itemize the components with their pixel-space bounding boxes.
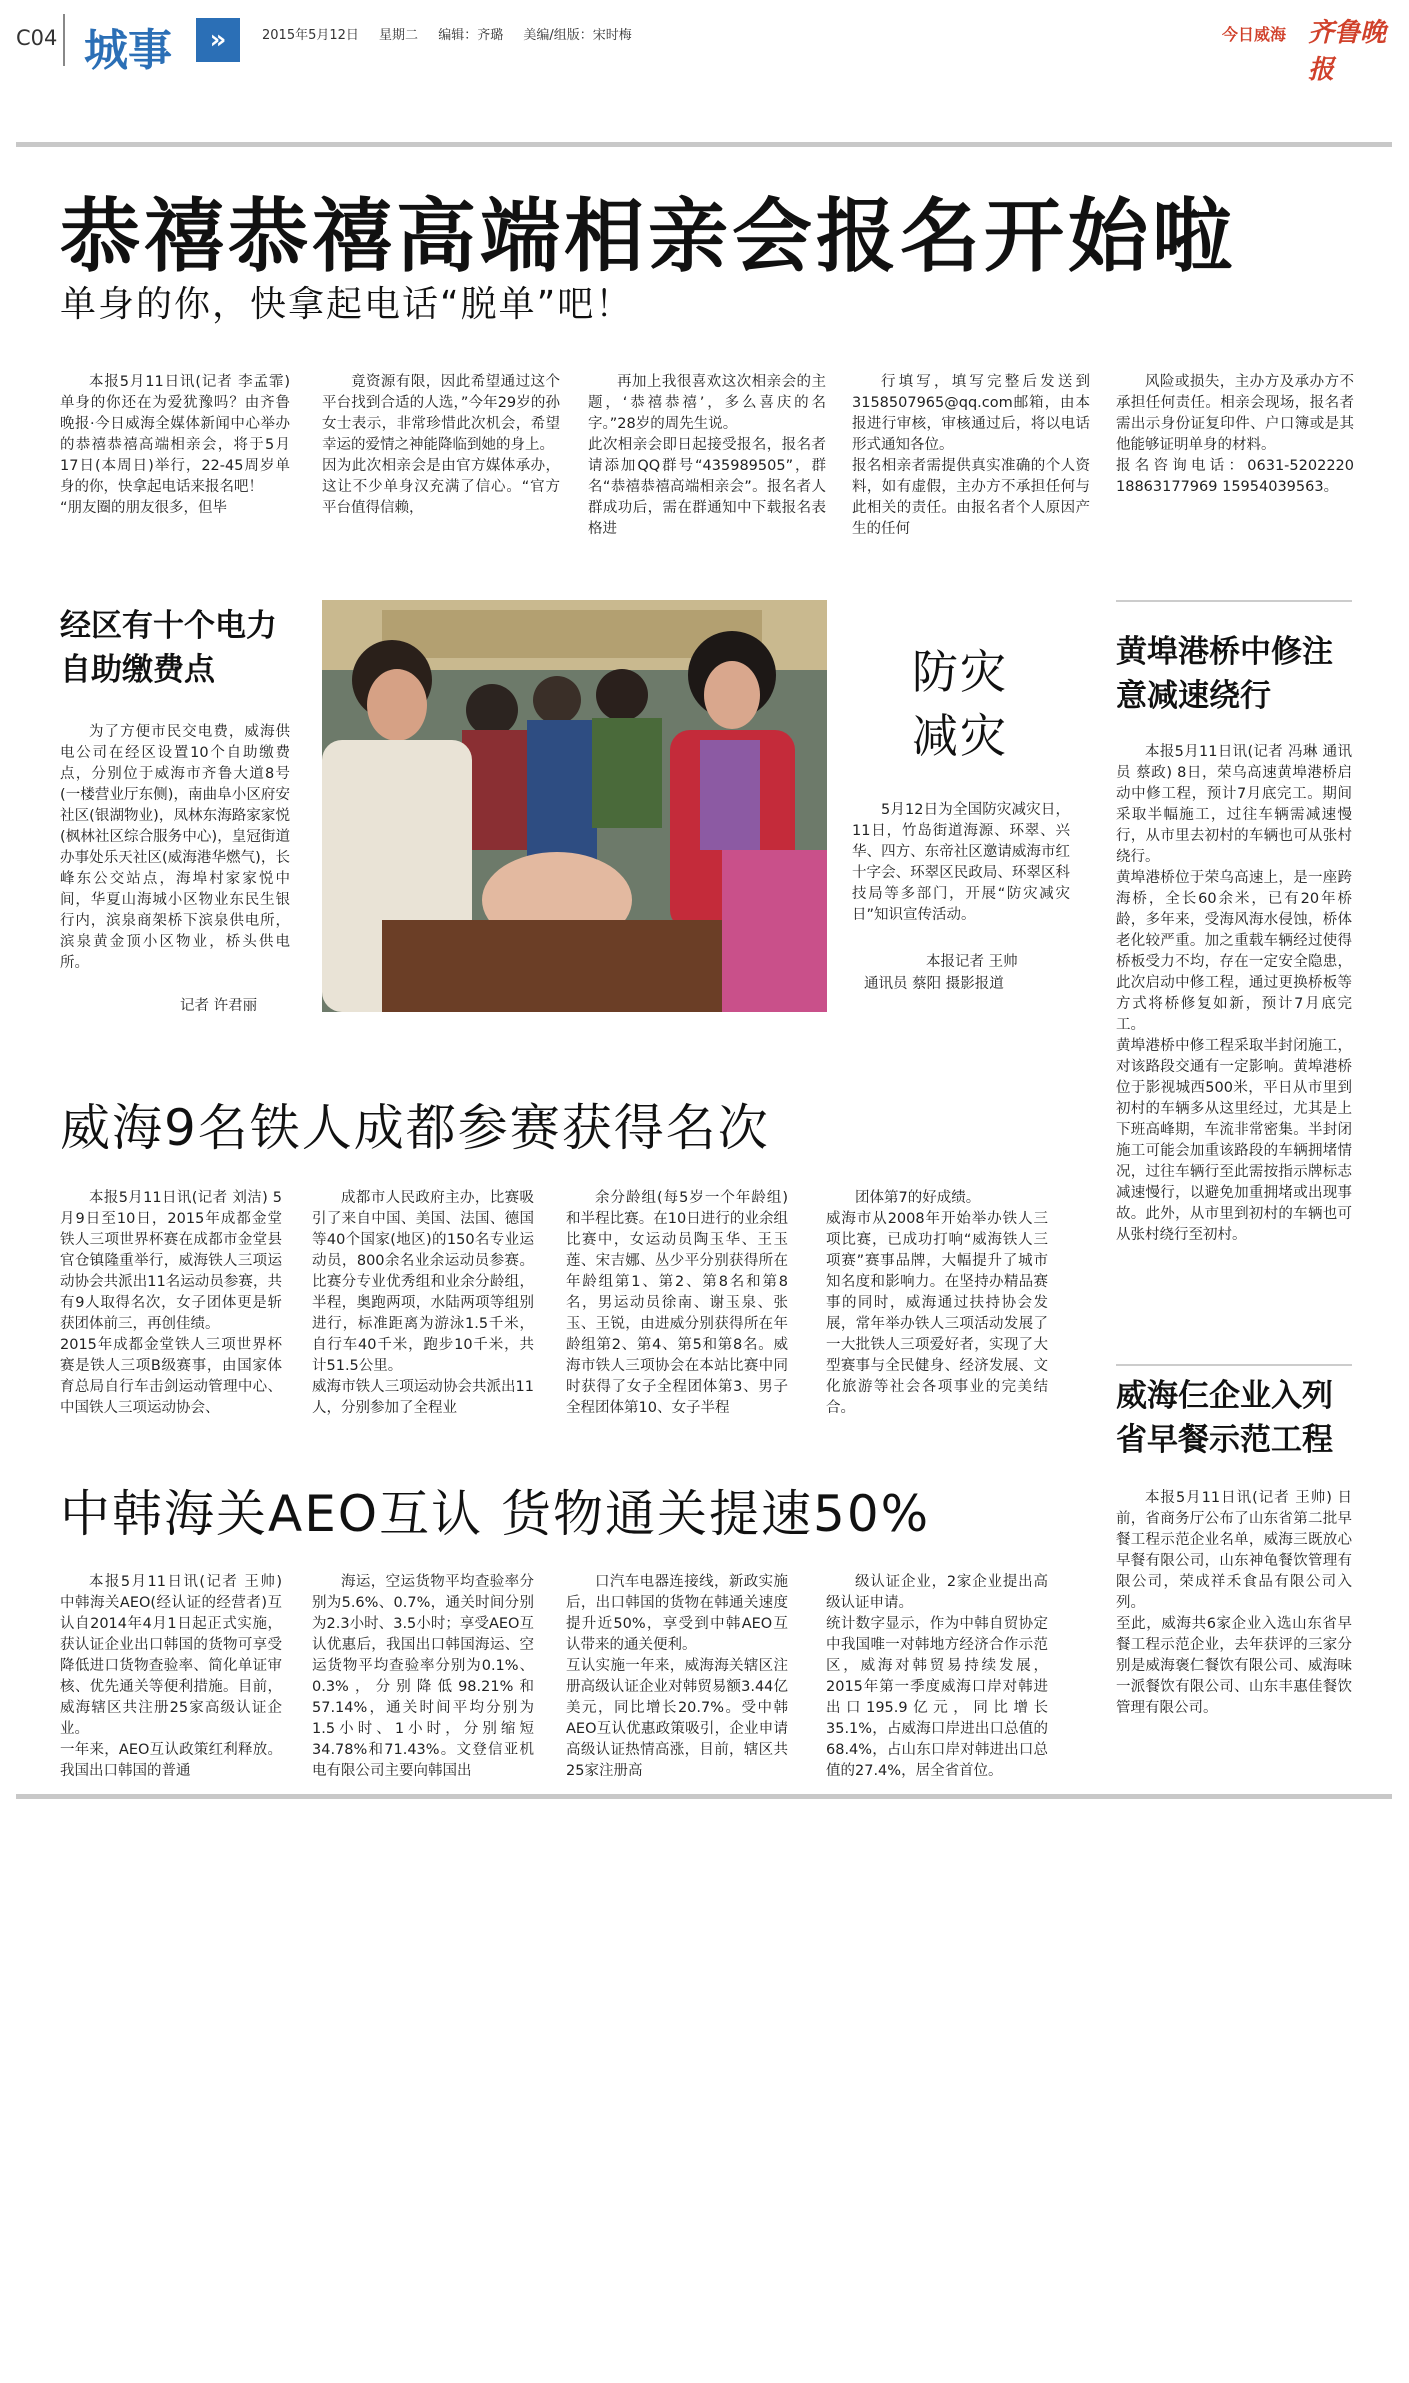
lead-col-text: 竟资源有限，因此希望通过这个平台找到合适的人选，”今年29岁的孙女士表示，非常珍惜此次机会，希望幸运的爱情之神能降临到她的身上。 因为此次相亲会是由官方媒体承办，这让不少单身汉充满了信心。“官方平台值得信赖， xyxy=(322,374,560,516)
customs-column-2 xyxy=(312,1572,534,1782)
lead-column-2 xyxy=(322,372,560,519)
issue-meta xyxy=(262,24,648,43)
ironman-column-4 xyxy=(826,1188,1048,1419)
lead-col-text: 风险或损失，主办方及承办方不承担任何责任。相亲会现场，报名者需出示身份证复印件、户口簿或是其他能够证明单身的材料。 报名咨询电话：0631-5202220 18863177969 15954039563。 xyxy=(1116,374,1354,495)
breakfast-body xyxy=(1116,1488,1352,1719)
breakfast-text: 本报5月11日讯(记者 王帅) 日前，省商务厅公布了山东省第二批早餐工程示范企业名单，威海三既放心早餐有限公司，山东神龟餐饮管理有限公司，荣成祥禾食品有限公司入列。 至此，威海共6家企业入选山东省早餐工程示范企业，去年获评的三家分别是威海褒仁餐饮有限公司、威海味一派餐饮有限公司、山东丰惠佳餐饮管理有限公司。 xyxy=(1116,1490,1352,1716)
double-chevron-icon: » xyxy=(196,18,240,62)
lead-column-5 xyxy=(1116,372,1354,498)
customs-column-1 xyxy=(60,1572,282,1782)
electric-headline: 经区有十个电力自助缴费点 xyxy=(60,608,277,688)
lead-subtitle: 单身的你，快拿起电话“脱单”吧！ xyxy=(60,284,634,325)
designer: 美编/组版：宋时梅 xyxy=(523,28,632,43)
section-title: 城事 xyxy=(84,25,172,76)
issue-weekday: 星期二 xyxy=(379,28,419,43)
bridge-body xyxy=(1116,742,1352,1246)
disaster-credit-photo: 通讯员 蔡阳 摄影报道 xyxy=(864,976,1004,992)
photo-illustration xyxy=(322,600,827,1012)
disaster-text: 5月12日为全国防灾减灾日，11日，竹岛街道海源、环翠、兴华、四方、东帝社区邀请威海市红十字会、环翠区民政局、环翠区科技局等多部门，开展“防灾减灾日”知识宣传活动。 xyxy=(852,802,1070,923)
bottom-rule xyxy=(16,1794,1392,1799)
lead-headline: 恭禧恭禧高端相亲会报名开始啦 xyxy=(60,190,1236,283)
brand-today-weihai: 今日威海 xyxy=(1222,25,1287,44)
customs-col-text: 级认证企业，2家企业提出高级认证申请。 统计数字显示，作为中韩自贸协定中我国唯一对韩地方经济合作示范区，威海对韩贸易持续发展，2015年第一季度威海口岸对韩进出口195.9亿元，同比增长35.1%，占威海口岸进出口总值的68.4%，占山东口岸对韩进出口总值的27.4%，居全省首位。 xyxy=(826,1574,1048,1779)
ironman-headline: 威海9名铁人成都参赛获得名次 xyxy=(60,1099,770,1157)
ironman-col-text: 余分龄组(每5岁一个年龄组)和半程比赛。在10日进行的业余组比赛中，女运动员陶玉华、王玉莲、宋吉娜、丛少平分别获得所在年龄组第1、第2、第8名和第8名，男运动员徐南、谢玉泉、张玉、王锐，由进威分别获得所在年龄组第2、第4、第5和第8名。威海市铁人三项协会在本站比赛中同时获得了女子全程团体第3、男子全程团体第10、女子半程 xyxy=(566,1190,788,1416)
customs-column-4 xyxy=(826,1572,1048,1782)
ironman-column-3 xyxy=(566,1188,788,1419)
electric-text: 为了方便市民交电费，威海供电公司在经区设置10个自助缴费点，分别位于威海市齐鲁大道8号(一楼营业厅东侧)，南曲阜小区府安社区(银湖物业)，凤林东海路家家悦(枫林社区综合服务中心)，皇冠街道办事处乐天社区(威海港华燃气)，长峰东公交站点，海埠村家家悦中间，华夏山海城小区物业东民生银行内，滨泉商架桥下滨泉供电所，滨泉黄金顶小区物业，桥头供电所。 xyxy=(60,724,290,971)
breakfast-headline: 威海仨企业入列省早餐示范工程 xyxy=(1116,1378,1333,1458)
issue-date: 2015年5月12日 xyxy=(262,28,359,43)
bridge-text: 本报5月11日讯(记者 冯琳 通讯员 蔡政) 8日，荣乌高速黄埠港桥启动中修工程，预计7月底完工。期间采取半幅施工，过往车辆需减速慢行，从市里去初村的车辆也可从张村绕行。 黄埠港桥位于荣乌高速上，是一座跨海桥，全长60余米，已有20年桥龄，多年来，受海风海水侵蚀，桥体老化较严重。加之重载车辆经过使得桥板受力不均，存在一定安全隐患，此次启动中修工程，通过更换桥板等方式将桥修复如新，预计7月底完工。 黄埠港桥中修工程采取半封闭施工，对该路段交通有一定影响。黄埠港桥位于影视城西500米，平日从市里到初村的车辆多从这里经过，尤其是上下班高峰期，车流非常密集。半封闭施工可能会加重该路段的车辆拥堵情况，过往车辆行至此需按指示牌标志减速慢行，以避免加重拥堵或出现事故。此外，从市里到初村的车辆也可从张村绕行至初村。 xyxy=(1116,744,1352,1243)
header-divider xyxy=(63,14,65,66)
electric-body xyxy=(60,722,290,974)
right-rail-divider xyxy=(1116,600,1352,602)
disaster-credit-reporter: 本报记者 王帅 xyxy=(926,954,1018,970)
lead-col-text: 再加上我很喜欢这次相亲会的主题，‘恭禧恭禧’，多么喜庆的名字。”28岁的周先生说。 此次相亲会即日起接受报名，报名者请添加QQ群号“435989505”，群名“恭禧恭禧高端相亲会”。报名者人群成功后，需在群通知中下载报名表格进 xyxy=(588,374,826,537)
lead-column-4 xyxy=(852,372,1090,540)
ironman-col-text: 团体第7的好成绩。 威海市从2008年开始举办铁人三项比赛，已成功打响“威海铁人三项赛”赛事品牌，大幅提升了城市知名度和影响力。在坚持办精品赛事的同时，威海通过扶持协会发展，常年举办铁人三项活动发展了一大批铁人三项爱好者，实现了大型赛事与全民健身、经济发展、文化旅游等社会各项事业的完美结合。 xyxy=(826,1190,1048,1416)
bridge-headline: 黄埠港桥中修注意减速绕行 xyxy=(1116,634,1333,714)
right-rail-divider-2 xyxy=(1116,1364,1352,1366)
top-rule xyxy=(16,142,1392,147)
ironman-col-text: 成都市人民政府主办，比赛吸引了来自中国、美国、法国、德国等40个国家(地区)的150名专业运动员，800余名业余运动员参赛。比赛分专业优秀组和业余分龄组，半程，奥跑两项，水陆两项等组别进行，标准距离为游泳1.5千米，自行车40千米，跑步10千米，共计51.5公里。 威海市铁人三项运动协会共派出11人，分别参加了全程业 xyxy=(312,1190,534,1416)
editor: 编辑：齐璐 xyxy=(438,28,504,43)
lead-col-text: 本报5月11日讯(记者 李孟霏) 单身的你还在为爱犹豫吗？由齐鲁晚报·今日威海全媒体新闻中心举办的恭禧恭禧高端相亲会，将于5月17日(本周日)举行，22-45周岁单身的你，快拿起电话来报名吧！ “朋友圈的朋友很多，但毕 xyxy=(60,374,290,516)
news-photo xyxy=(322,600,827,1012)
ironman-col-text: 本报5月11日讯(记者 刘洁) 5月9日至10日，2015年成都金堂铁人三项世界杯赛在成都市金堂县官仓镇隆重举行，威海铁人三项运动协会共派出11名运动员参赛，共有9人取得名次，女子团体更是斩获团体前三，再创佳绩。 2015年成都金堂铁人三项世界杯赛是铁人三项B级赛事，由国家体育总局自行车击剑运动管理中心、中国铁人三项运动协会、 xyxy=(60,1190,282,1416)
disaster-headline: 防灾减灾 xyxy=(912,645,1008,763)
ironman-column-2 xyxy=(312,1188,534,1419)
page-number: C04 xyxy=(16,26,58,50)
customs-col-text: 本报5月11日讯(记者 王帅) 中韩海关AEO(经认证的经营者)互认自2014年4月1日起正式实施，获认证企业出口韩国的货物可享受降低进口货物查验率、简化单证审核、优先通关等便利措施。目前，威海辖区共注册25家高级认证企业。 一年来，AEO互认政策红利释放。我国出口韩国的普通 xyxy=(60,1574,282,1779)
customs-column-3 xyxy=(566,1572,788,1782)
customs-headline: 中韩海关AEO互认 货物通关提速50% xyxy=(60,1485,931,1543)
disaster-body xyxy=(852,800,1070,926)
customs-col-text: 海运，空运货物平均查验率分别为5.6%、0.7%，通关时间分别为2.3小时、3.5小时；享受AEO互认优惠后，我国出口韩国海运、空运货物平均查验率分别为0.1%、0.3%，分别降低98.21%和57.14%，通关时间平均分别为1.5小时、1小时，分别缩短34.78%和71.43%。文登信亚机电有限公司主要向韩国出 xyxy=(312,1574,534,1779)
lead-col-text: 行填写，填写完整后发送到3158507965@qq.com邮箱，由本报进行审核，审核通过后，将以电话形式通知各位。 报名相亲者需提供真实准确的个人资料，如有虚假，主办方不承担任何与此相关的责任。由报名者个人原因产生的任何 xyxy=(852,374,1090,537)
newspaper-logo: 齐鲁晚报 xyxy=(1308,18,1387,85)
electric-reporter: 记者 许君丽 xyxy=(180,998,258,1014)
customs-col-text: 口汽车电器连接线，新政实施后，出口韩国的货物在韩通关速度提升近50%，享受到中韩AEO互认带来的通关便利。 互认实施一年来，威海海关辖区注册高级认证企业对韩贸易额3.44亿美元，同比增长20.7%。受中韩AEO互认优惠政策吸引，企业申请高级认证热情高涨，目前，辖区共25家注册高 xyxy=(566,1574,788,1779)
lead-column-3 xyxy=(588,372,826,540)
ironman-column-1 xyxy=(60,1188,282,1419)
lead-column-1 xyxy=(60,372,290,519)
